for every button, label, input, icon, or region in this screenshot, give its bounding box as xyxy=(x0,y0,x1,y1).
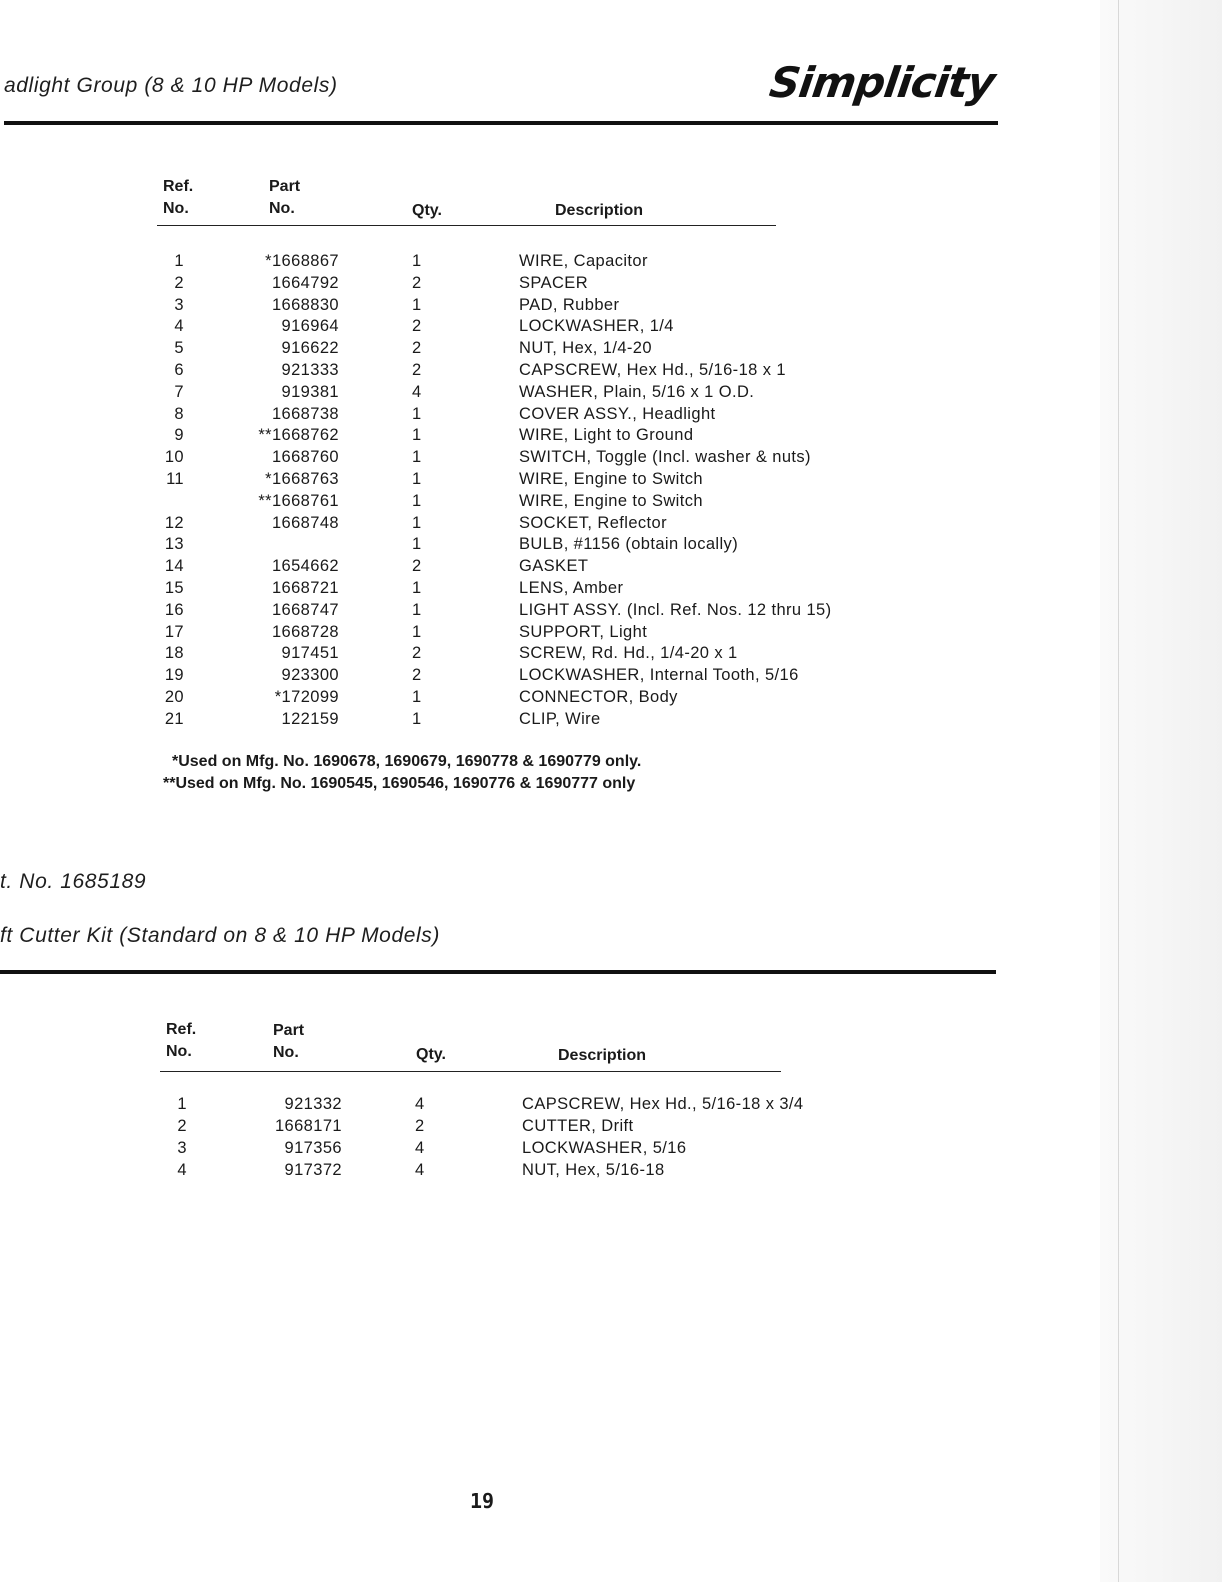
table-row xyxy=(0,1095,1000,1117)
qty-cell: 1 xyxy=(412,252,422,270)
part-number-cell: 1668171 xyxy=(274,1117,342,1135)
table-row xyxy=(0,644,1000,666)
part-number-cell: 1668760 xyxy=(271,448,339,467)
table-row xyxy=(0,710,1000,732)
ref-cell: 14 xyxy=(164,557,184,576)
qty-cell: 1 xyxy=(412,535,422,554)
qty-cell: 2 xyxy=(412,557,422,576)
table-row xyxy=(0,535,1000,557)
description-cell: CONNECTOR, Body xyxy=(519,688,678,706)
table-row xyxy=(0,579,1000,601)
ref-cell: 5 xyxy=(174,339,184,358)
page-number: 19 xyxy=(470,1489,495,1513)
table-row xyxy=(0,383,1000,405)
part-number-cell: 917356 xyxy=(284,1139,342,1157)
table-row xyxy=(0,274,1000,296)
part-number-cell: 1668728 xyxy=(271,622,339,641)
qty-cell: 2 xyxy=(412,644,422,663)
description-cell: SPACER xyxy=(519,273,589,292)
qty-cell: 1 xyxy=(412,513,422,532)
footnote-single-asterisk: *Used on Mfg. No. 1690678, 1690679, 1690778 & 1690779 only. xyxy=(172,753,642,770)
qty-cell: 1 xyxy=(412,404,422,423)
part-number-cell: 923300 xyxy=(281,666,339,685)
ref-cell: 17 xyxy=(164,622,184,641)
table-row xyxy=(0,339,1000,361)
part-number-cell: 1668747 xyxy=(271,600,339,619)
description-cell: CUTTER, Drift xyxy=(522,1117,634,1135)
table-row xyxy=(0,688,1000,710)
description-cell: BULB, #1156 (obtain locally) xyxy=(519,535,739,554)
simplicity-logo: Simplicity xyxy=(766,58,998,107)
description-cell: LOCKWASHER, Internal Tooth, 5/16 xyxy=(519,666,799,685)
ref-cell: 4 xyxy=(174,317,184,336)
ref-cell: 3 xyxy=(177,1139,187,1157)
ref-cell: 6 xyxy=(174,361,184,379)
ref-cell: 3 xyxy=(174,295,184,314)
ref-cell: 7 xyxy=(174,382,184,401)
part-number-cell: **1668761 xyxy=(258,491,339,510)
ref-cell: 15 xyxy=(164,579,184,597)
part-number-cell: 1668721 xyxy=(271,579,339,597)
section1-col-qty: Qty. xyxy=(412,202,442,219)
part-number-cell: 1664792 xyxy=(271,273,339,292)
ref-cell: 8 xyxy=(174,404,184,423)
table-row xyxy=(0,448,1000,470)
part-number-cell: 917372 xyxy=(284,1161,342,1179)
section2-col-qty: Qty. xyxy=(416,1046,446,1063)
description-cell: PAD, Rubber xyxy=(519,295,620,314)
part-number-cell: 1654662 xyxy=(271,557,339,576)
description-cell: CAPSCREW, Hex Hd., 5/16-18 x 3/4 xyxy=(522,1095,804,1113)
qty-cell: 1 xyxy=(412,470,422,488)
description-cell: SUPPORT, Light xyxy=(519,622,648,641)
qty-cell: 1 xyxy=(412,709,422,728)
table-row xyxy=(0,470,1000,492)
description-cell: CLIP, Wire xyxy=(519,709,601,728)
description-cell: CAPSCREW, Hex Hd., 5/16-18 x 1 xyxy=(519,361,786,379)
part-number-cell: 122159 xyxy=(281,709,339,728)
qty-cell: 1 xyxy=(412,426,422,445)
part-number-cell: **1668762 xyxy=(258,426,339,445)
qty-cell: 2 xyxy=(412,666,422,685)
ref-cell: 13 xyxy=(164,535,184,554)
qty-cell: 4 xyxy=(412,382,422,401)
ref-cell: 10 xyxy=(164,448,184,467)
section1-rule xyxy=(4,121,998,125)
table-row xyxy=(0,666,1000,688)
table-row xyxy=(0,252,1000,274)
ref-cell: 1 xyxy=(174,252,184,270)
part-number-cell: *1668763 xyxy=(265,470,339,488)
section2-col-ref: Ref. No. xyxy=(166,1021,197,1060)
qty-cell: 4 xyxy=(415,1161,425,1179)
part-number-cell: 917451 xyxy=(281,644,339,663)
qty-cell: 4 xyxy=(415,1139,425,1157)
table-row xyxy=(0,426,1000,448)
table-row xyxy=(0,623,1000,645)
ref-cell: 9 xyxy=(174,426,184,445)
part-number-cell: *172099 xyxy=(274,688,339,706)
table-row xyxy=(0,1161,1000,1183)
description-cell: LENS, Amber xyxy=(519,579,624,597)
part-number-cell: 1668748 xyxy=(271,513,339,532)
part-number-cell: 921332 xyxy=(284,1095,342,1113)
qty-cell: 2 xyxy=(412,317,422,336)
qty-cell: 1 xyxy=(412,600,422,619)
table-row xyxy=(0,317,1000,339)
description-cell: SCREW, Rd. Hd., 1/4-20 x 1 xyxy=(519,644,738,663)
description-cell: LIGHT ASSY. (Incl. Ref. Nos. 12 thru 15) xyxy=(519,600,832,619)
description-cell: SWITCH, Toggle (Incl. washer & nuts) xyxy=(519,448,811,467)
table-row xyxy=(0,557,1000,579)
table-row xyxy=(0,514,1000,536)
qty-cell: 2 xyxy=(412,273,422,292)
section1-col-ref: Ref. No. xyxy=(163,178,194,217)
section2-col-part: Part No. xyxy=(273,1022,305,1061)
footnote-double-asterisk: **Used on Mfg. No. 1690545, 1690546, 1690776 & 1690777 only xyxy=(163,775,636,792)
section2-header-rule xyxy=(160,1071,781,1072)
section1-col-part: Part No. xyxy=(269,178,301,217)
description-cell: COVER ASSY., Headlight xyxy=(519,404,716,423)
table-row xyxy=(0,601,1000,623)
qty-cell: 1 xyxy=(412,622,422,641)
ref-cell: 20 xyxy=(164,688,184,706)
qty-cell: 2 xyxy=(412,361,422,379)
description-cell: GASKET xyxy=(519,557,589,576)
section1-title: adlight Group (8 & 10 HP Models) xyxy=(4,74,338,97)
part-number-cell: 916622 xyxy=(281,339,339,358)
table-row xyxy=(0,1117,1000,1139)
description-cell: SOCKET, Reflector xyxy=(519,513,668,532)
description-cell: WIRE, Engine to Switch xyxy=(519,491,703,510)
qty-cell: 4 xyxy=(415,1095,425,1113)
qty-cell: 2 xyxy=(415,1117,425,1135)
ref-cell: 2 xyxy=(174,273,184,292)
description-cell: NUT, Hex, 5/16-18 xyxy=(522,1161,665,1179)
description-cell: WASHER, Plain, 5/16 x 1 O.D. xyxy=(519,382,755,401)
description-cell: WIRE, Engine to Switch xyxy=(519,470,703,488)
table-row xyxy=(0,492,1000,514)
ref-cell: 11 xyxy=(166,470,184,488)
ref-cell: 2 xyxy=(177,1117,187,1135)
qty-cell: 1 xyxy=(412,295,422,314)
section1-header-rule xyxy=(157,225,776,226)
section2-col-desc: Description xyxy=(558,1047,647,1064)
description-cell: WIRE, Capacitor xyxy=(519,252,648,270)
ref-cell: 4 xyxy=(177,1161,187,1179)
table-row xyxy=(0,405,1000,427)
section2-rule xyxy=(0,970,996,974)
section2-title: ft Cutter Kit (Standard on 8 & 10 HP Models) xyxy=(0,924,440,947)
section2-mfg-number: t. No. 1685189 xyxy=(0,870,147,893)
part-number-cell: 916964 xyxy=(281,317,339,336)
description-cell: LOCKWASHER, 1/4 xyxy=(519,317,674,336)
table-row xyxy=(0,296,1000,318)
qty-cell: 1 xyxy=(412,688,422,706)
part-number-cell: *1668867 xyxy=(265,252,339,270)
table-row xyxy=(0,1139,1000,1161)
table-row xyxy=(0,361,1000,383)
ref-cell: 12 xyxy=(164,513,184,532)
qty-cell: 1 xyxy=(412,448,422,467)
description-cell: NUT, Hex, 1/4-20 xyxy=(519,339,652,358)
page-edge-line xyxy=(1118,0,1119,1582)
qty-cell: 2 xyxy=(412,339,422,358)
part-number-cell: 919381 xyxy=(281,382,339,401)
qty-cell: 1 xyxy=(412,491,422,510)
section1-col-desc: Description xyxy=(555,202,644,219)
qty-cell: 1 xyxy=(412,579,422,597)
part-number-cell: 1668830 xyxy=(271,295,339,314)
ref-cell: 1 xyxy=(177,1095,187,1113)
ref-cell: 18 xyxy=(164,644,184,663)
description-cell: LOCKWASHER, 5/16 xyxy=(522,1139,687,1157)
part-number-cell: 921333 xyxy=(281,361,339,379)
ref-cell: 16 xyxy=(164,600,184,619)
part-number-cell: 1668738 xyxy=(271,404,339,423)
ref-cell: 21 xyxy=(164,709,184,728)
ref-cell: 19 xyxy=(164,666,184,685)
description-cell: WIRE, Light to Ground xyxy=(519,426,694,445)
